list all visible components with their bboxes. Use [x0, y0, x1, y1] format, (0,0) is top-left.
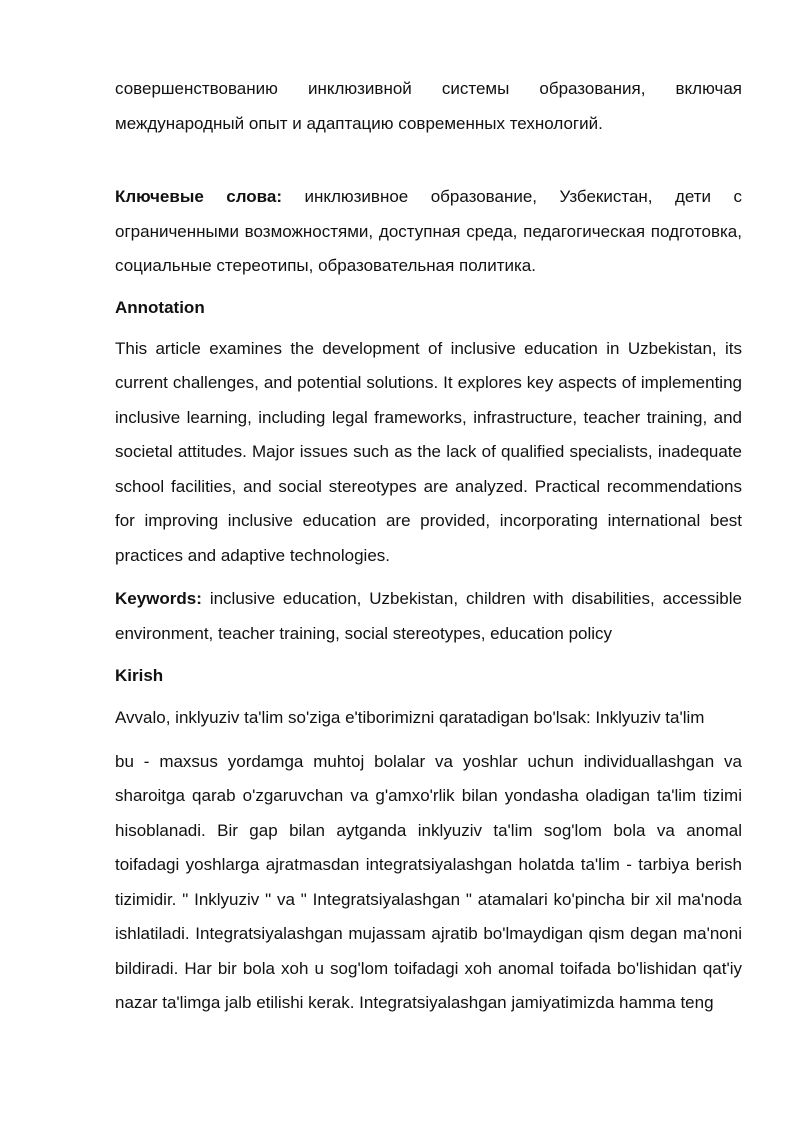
intro-continuation: совершенствованию инклюзивной системы образования, включая международный опыт и адаптацию современных технологий. — [115, 79, 742, 133]
kirish-paragraph-1: Avvalo, inklyuziv ta'lim so'ziga e'tiborimizni qaratadigan bo'lsak: Inklyuziv ta'lim — [115, 708, 705, 727]
keywords-en-text: inclusive education, Uzbekistan, children with disabilities, accessible environment, teacher training, social stereotypes, education policy — [115, 589, 742, 643]
keywords-en-label: Keywords: — [115, 589, 202, 608]
annotation-heading: Annotation — [115, 297, 205, 317]
kirish-heading: Kirish — [115, 666, 164, 685]
annotation-text: This article examines the development of inclusive education in Uzbekistan, its current challenges, and potential solutions. It explores key aspects of implementing inclusive learning, including legal frameworks, infrastructure, teacher training, and societal attitudes. Major issues such as the lack of qualified specialists, inadequate school facilities, and social stereotypes are analyzed. Practical recommendations for improving inclusive education are provided, incorporating international best practices and adaptive technologies. — [115, 338, 742, 565]
kirish-paragraph-2: bu - maxsus yordamga muhtoj bolalar va yoshlar uchun individuallashgan va sharoitga qarab o'zgaruvchan va g'amxo'rlik bilan yondasha oladigan ta'lim tizimi hisoblanadi. Bir gap bilan aytganda inklyuziv ta'lim sog'lom bola va anomal toifadagi yoshlarga ajratmasdan integratsiyalashgan holatda ta'lim - tarbiya berish tizimidir. " Inklyuziv " va " Integratsiyalashgan " atamalari ko'pincha bir xil ma'noda ishlatiladi. Integratsiyalashgan mujassam ajratib bo'lmaydigan qism degan ma'noni bildiradi. Har bir bola xoh u sog'lom toifadagi xoh anomal toifada bo'lishidan qat'iy nazar ta'limga jalb etilishi kerak. Integratsiyalashgan jamiyatimizda hamma teng — [115, 751, 742, 1012]
keywords-ru-paragraph — [115, 180, 742, 284]
keywords-ru-label: Ключевые слова: — [115, 187, 282, 206]
page-content — [115, 72, 742, 1021]
keywords-ru-text: инклюзивное образование, Узбекистан, дети с ограниченными возможностями, доступная среда, педагогическая подготовка, социальные стереотипы, образовательная политика. — [115, 187, 742, 275]
keywords-en-paragraph — [115, 582, 742, 651]
